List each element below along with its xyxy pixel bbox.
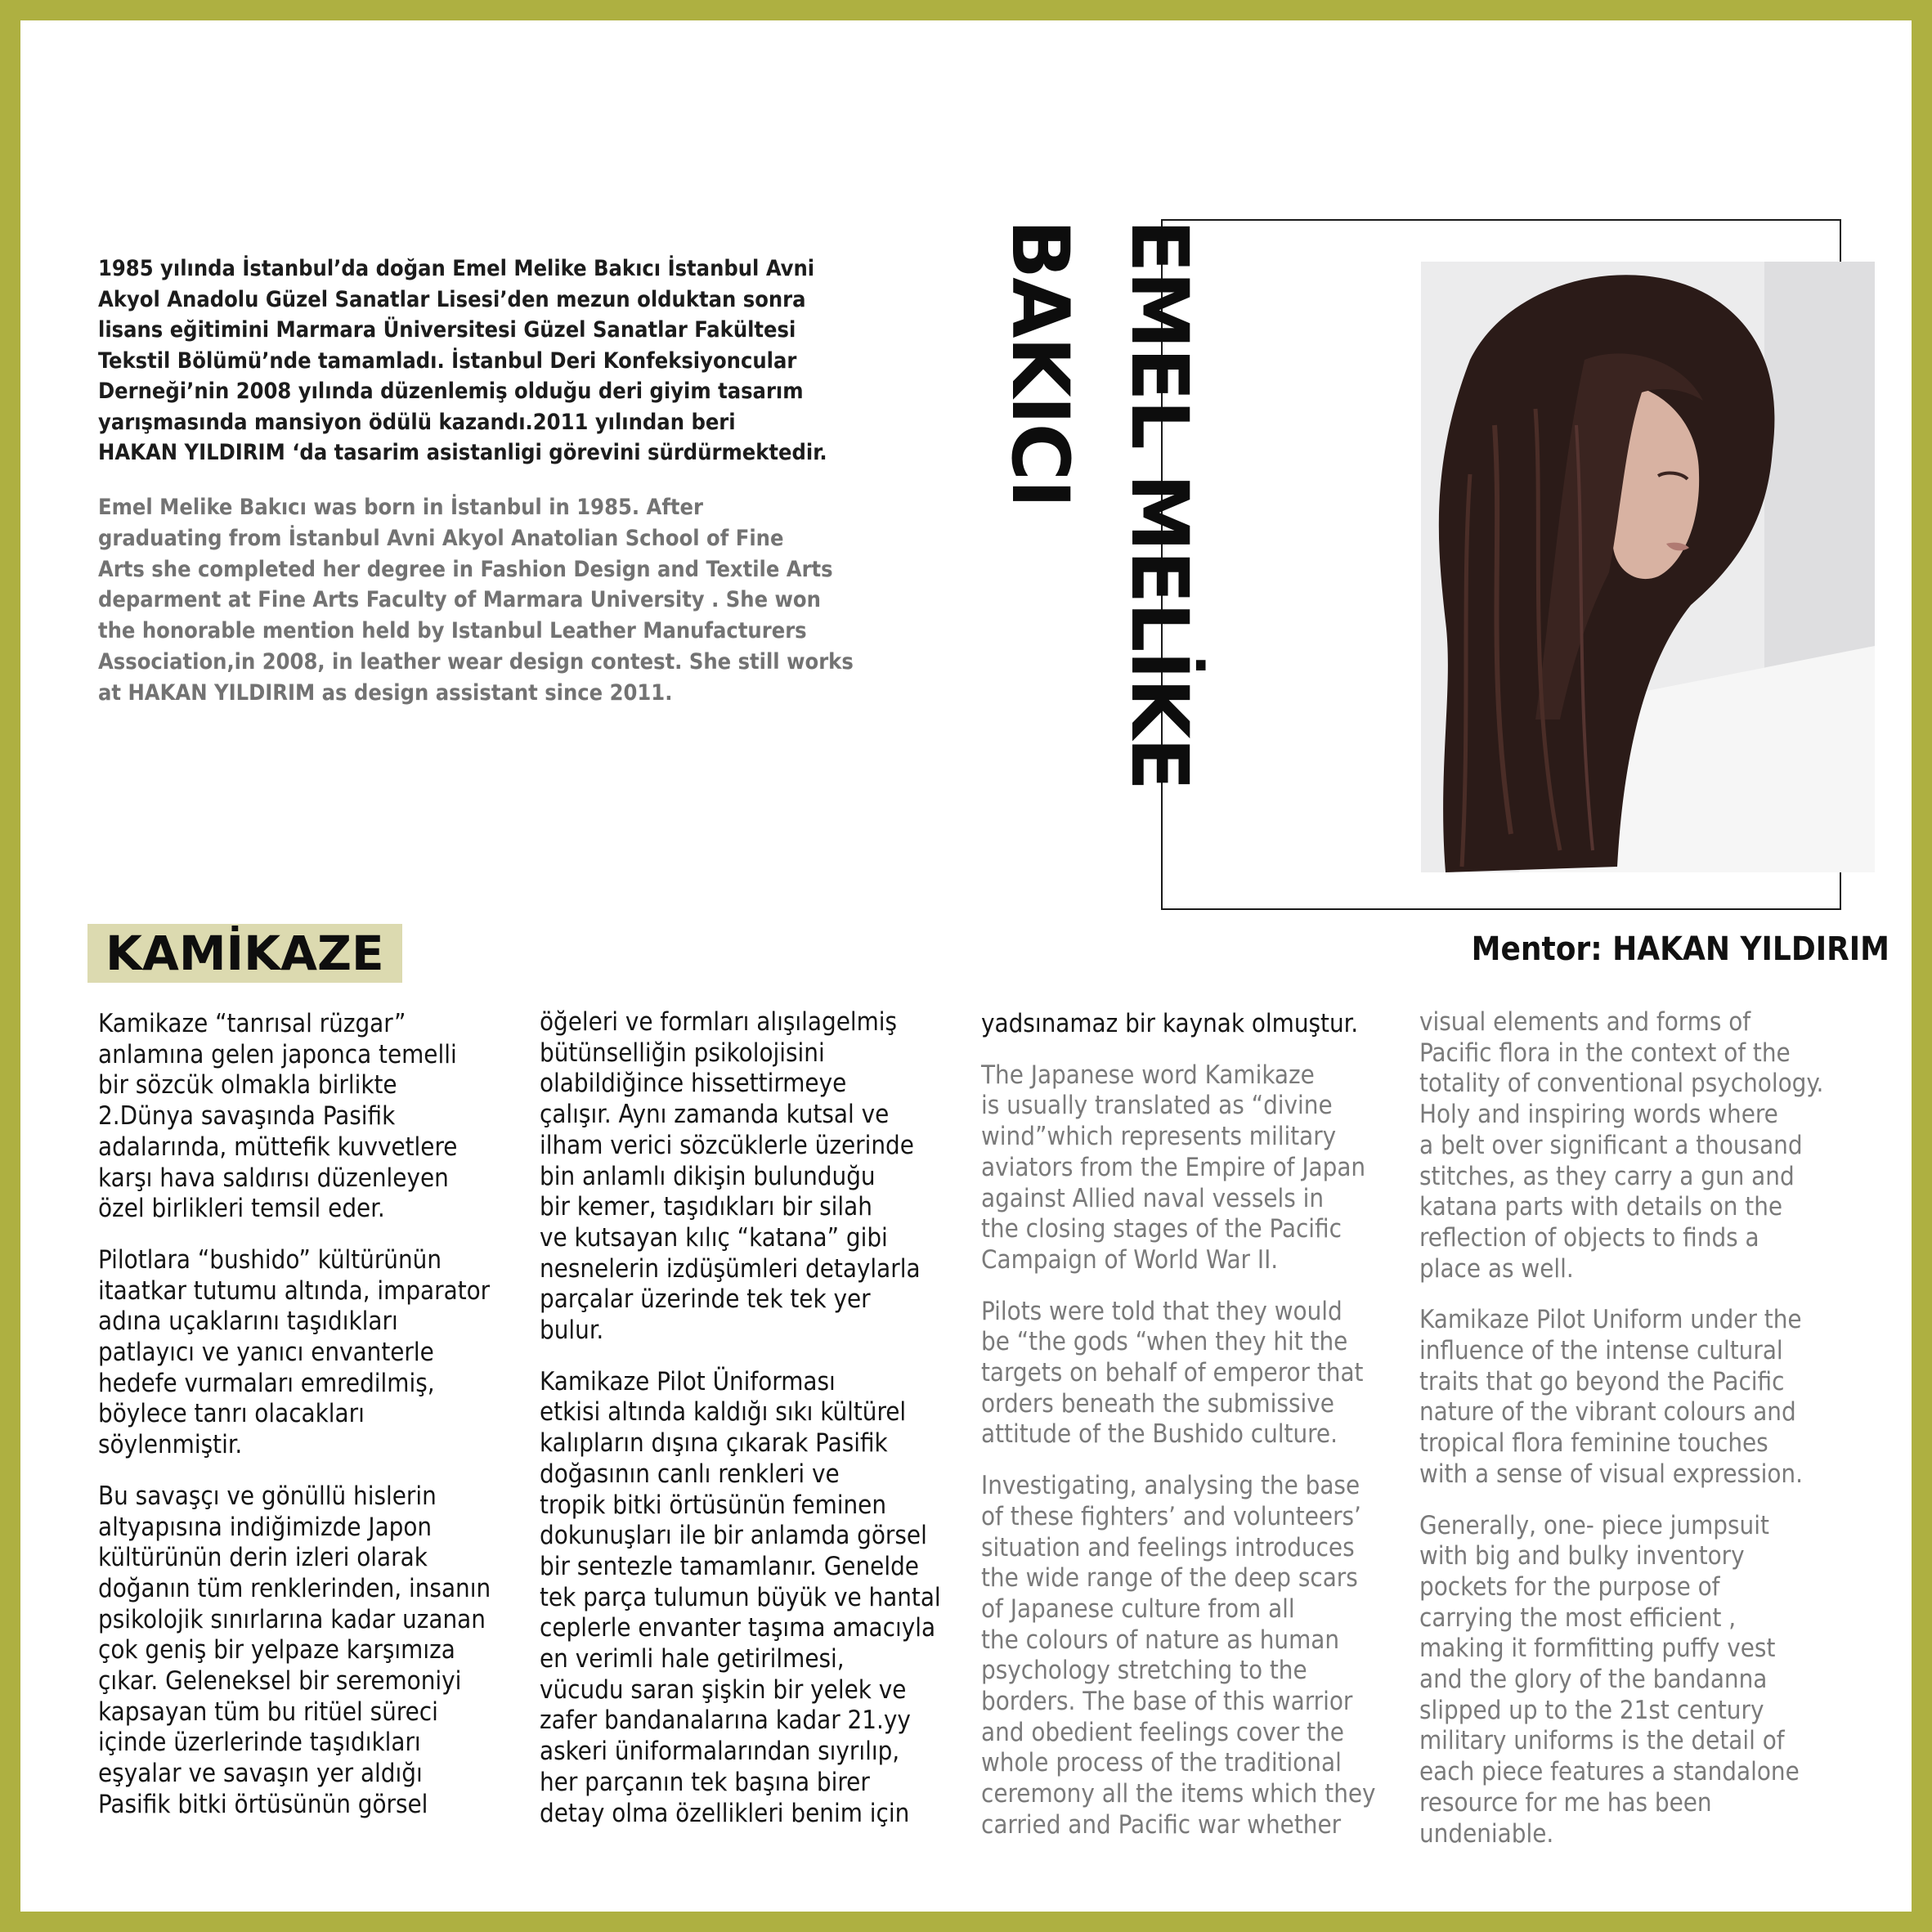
paragraph: The Japanese word Kamikaze is usually translated as “divine wind”which represents military aviators from the Empire of Japan against Allied naval vessels in the closing stages of the Pacific Campaign of World War II.	[981, 1060, 1366, 1275]
paragraph: Generally, one- piece jumpsuit with big and bulky inventory pockets for the purpose of carrying the most efficient , making it formfitting puffy vest and the glory of the bandanna slipped up to the 21st century military uniforms is the detail of each piece features a standalone resource for me has been undeniable.	[1419, 1510, 1800, 1849]
paragraph: yadsınamaz bir kaynak olmuştur.	[981, 1009, 1359, 1038]
mentor-label: Mentor: HAKAN YILDIRIM	[1471, 930, 1889, 968]
portrait-illustration	[1421, 262, 1875, 872]
name-vertical-line-2: BAKICI	[994, 219, 1086, 507]
paragraph: Kamikaze Pilot Uniform under the influence of the intense cultural traits that go beyond the Pacific nature of the vibrant colours and tropical flora feminine touches with a sense of visual expression.	[1419, 1305, 1803, 1489]
paragraph: öğeleri ve formları alışılagelmiş bütünselliğin psikolojisini olabildiğince hissettirmeye çalışır. Aynı zamanda kutsal ve ilham verici sözcüklerle üzerinde bin anlamlı dikişin bulunduğu bir kemer, taşıdıkları bir silah ve kutsayan kılıç “katana” gibi nesnelerin izdüşümleri detaylarla parçalar üzerinde tek tek yer bulur.	[540, 1007, 921, 1346]
paragraph: Bu savaşçı ve gönüllü hislerin altyapısına indiğimizde Japon kültürünün derin izleri olarak doğanın tüm renklerinden, insanın psikolojik sınırlarına kadar uzanan çok geniş bir yelpaze karşımıza çıkar. Geleneksel bir seremoniyi kapsayan tüm bu ritüel süreci içinde üzerlerinde taşıdıkları eşyalar ve savaşın yer aldığı Pasifik bitki örtüsünün görsel	[98, 1481, 491, 1819]
paragraph: visual elements and forms of Pacific flora in the context of the totality of conventional psychology. Holy and inspiring words where a belt over significant a thousand stitches, as they carry a gun and katana parts with details on the reflection of objects to finds a place as well.	[1419, 1007, 1824, 1284]
paragraph: Pilots were told that they would be “the gods “when they hit the targets on behalf of emperor that orders beneath the submissive attitude of the Bushido culture.	[981, 1296, 1364, 1450]
name-vertical-line-1: EMEL MELİKE	[1114, 219, 1205, 790]
text-column-3	[981, 1009, 1406, 1862]
paragraph: Kamikaze Pilot Üniforması etkisi altında kaldığı sıkı kültürel kalıpların dışına çıkarak Pasifik doğasının canlı renkleri ve tropik bitki örtüsünün feminen dokunuşları ile bir anlamda görsel bir sentezle tamamlanır. Genelde tek parça tulumun büyük ve hantal ceplerle envanter taşıma amacıyla en verimli hale getirilmesi, vücudu saran şişkin bir yelek ve zafer bandanalarına kadar 21.yy askeri üniformalarından sıyrılıp, her parçanın tek başına birer detay olma özellikleri benim için	[540, 1366, 941, 1828]
bio-english: Emel Melike Bakıcı was born in İstanbul in 1985. After graduating from İstanbul Avni Akyol Anatolian School of Fine Arts she completed her degree in Fashion Design and Textile Arts deparment at Fine Arts Faculty of Marmara University . She won the honorable mention held by Istanbul Leather Manufacturers Association,in 2008, in leather wear design contest. She still works at HAKAN YILDIRIM as design assistant since 2011.	[98, 495, 854, 706]
paragraph: Investigating, analysing the base of these fighters’ and volunteers’ situation and feelings introduces the wide range of the deep scars of Japanese culture from all the colours of nature as human psychology stretching to the borders. The base of this warrior and obedient feelings cover the whole process of the traditional ceremony all the items which they carried and Pacific war whether	[981, 1471, 1376, 1840]
paragraph: Pilotlara “bushido” kültürünün itaatkar tutumu altında, imparator adına uçaklarını taşıdıkları patlayıcı ve yanıcı envanterle hedefe vurmaları emredilmiş, böylece tanrı olacakları söylenmiştir.	[98, 1244, 491, 1460]
text-column-4	[1419, 1007, 1845, 1870]
bio-turkish: 1985 yılında İstanbul’da doğan Emel Melike Bakıcı İstanbul Avni Akyol Anadolu Güzel Sanatlar Lisesi’den mezun olduktan sonra lisans eğitimini Marmara Üniversitesi Güzel Sanatlar Fakültesi Tekstil Bölümü’nde tamamladı. İstanbul Deri Konfeksiyoncular Derneği’nin 2008 yılında düzenlemiş olduğu deri giyim tasarım yarışmasında mansiyon ödülü kazandı.2011 yılından beri HAKAN YILDIRIM ‘da tasarim asistanligi görevini sürdürmektedir.	[98, 256, 827, 465]
portrait-photo	[1421, 262, 1875, 872]
collection-title: KAMİKAZE	[87, 924, 402, 983]
text-column-2	[540, 1007, 965, 1849]
paragraph: Kamikaze “tanrısal rüzgar” anlamına gelen japonca temelli bir sözcük olmakla birlikte 2.Dünya savaşında Pasifik adalarında, müttefik kuvvetlere karşı hava saldırısı düzenleyen özel birlikleri temsil eder.	[98, 1009, 458, 1224]
text-column-1	[98, 1009, 523, 1841]
